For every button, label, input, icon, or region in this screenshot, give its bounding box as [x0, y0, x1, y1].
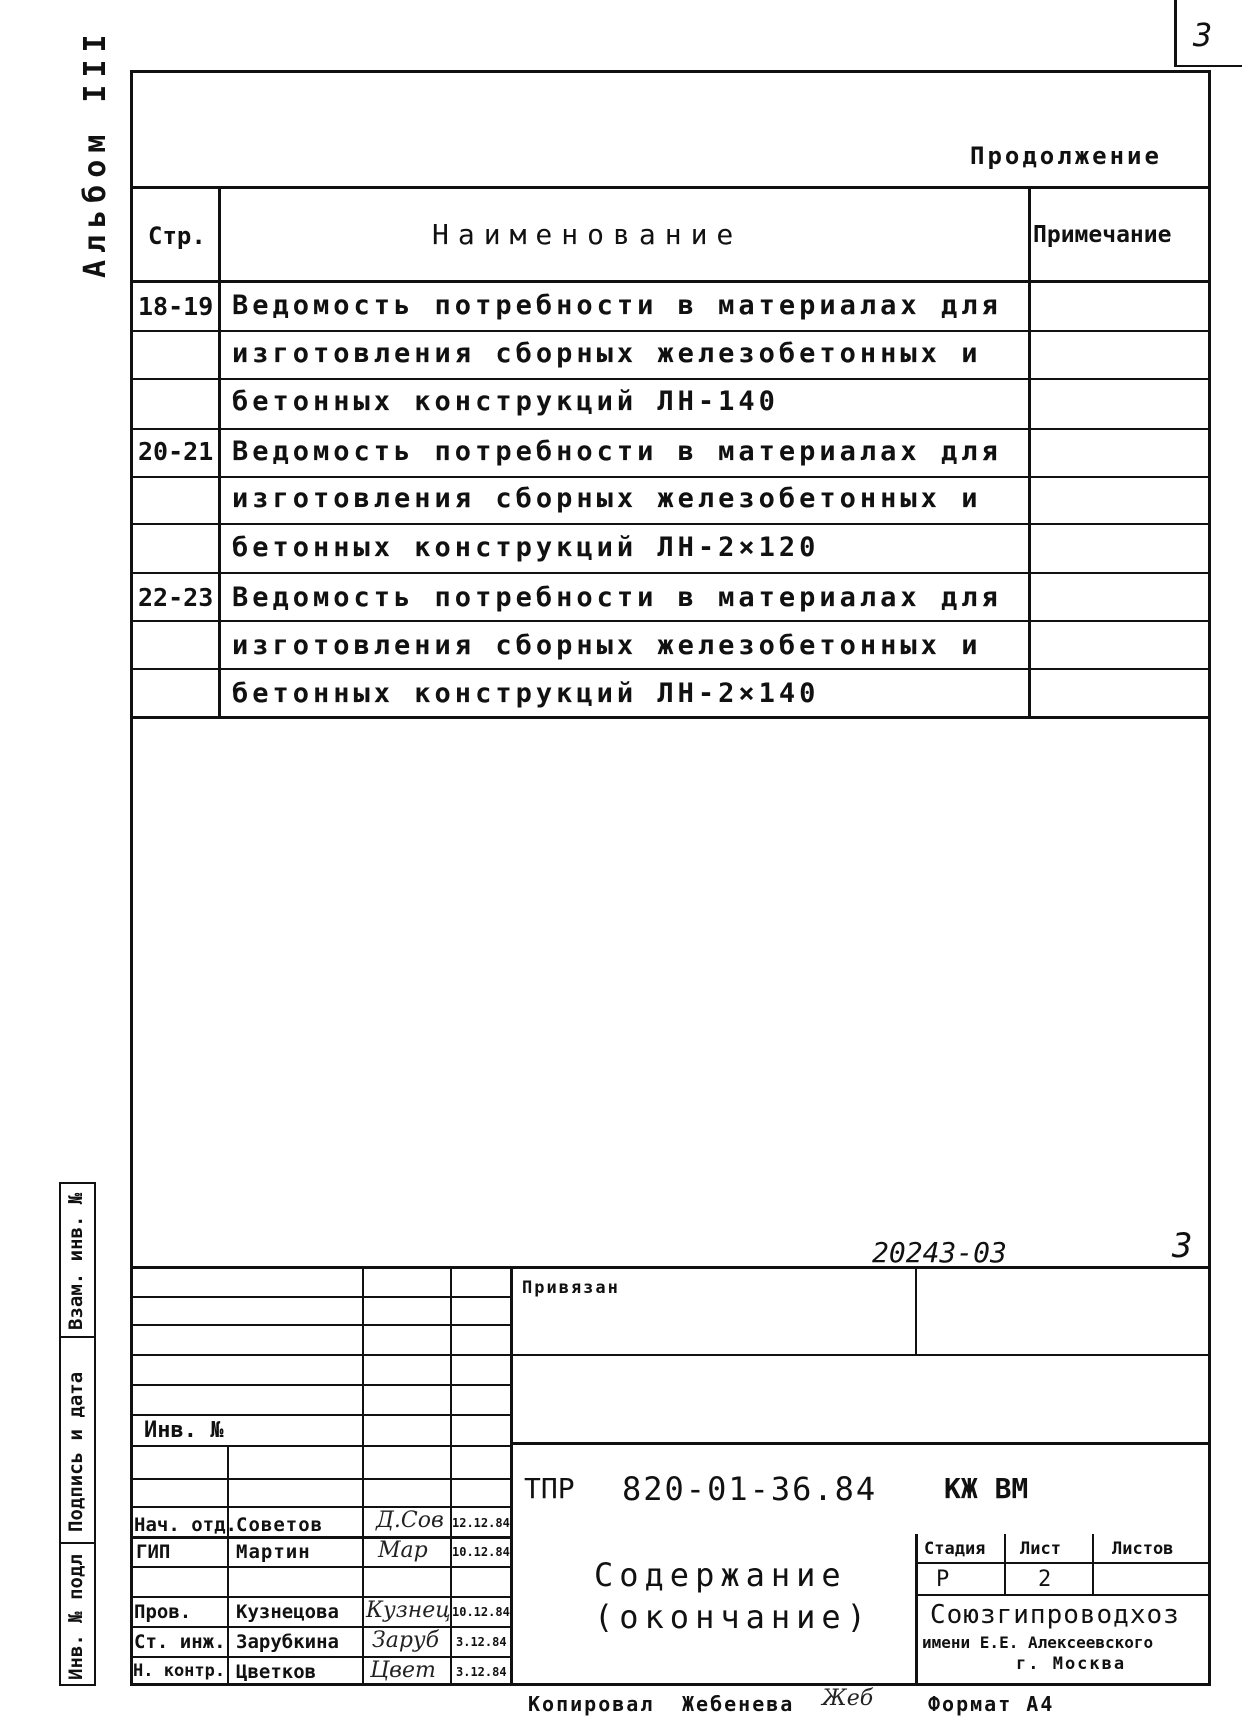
staff-date: 10.12.84 — [452, 1605, 510, 1619]
row-1-page: 18-19 — [138, 292, 214, 321]
side-vzam-inv: Взам. инв. № — [65, 1192, 87, 1330]
side-podpis-data: Подпись и дата — [65, 1371, 87, 1532]
staff-date: 12.12.84 — [452, 1516, 510, 1530]
staff-signature: Кузнец — [366, 1598, 451, 1623]
row-2-line-3: бетонных конструкций ЛН-2×120 — [232, 532, 820, 563]
sheets-label: Листов — [1112, 1539, 1174, 1559]
staff-name: Цветков — [236, 1661, 317, 1683]
copied-name: Жебенева — [682, 1692, 795, 1716]
staff-date: 3.12.84 — [456, 1635, 507, 1649]
copied-label: Копировал — [528, 1692, 655, 1716]
staff-role: Н. контр. — [133, 1661, 226, 1681]
doc-number: 20243-03 — [872, 1236, 1007, 1269]
org-line-3: г. Москва — [1016, 1654, 1127, 1674]
row-3-line-1: Ведомость потребности в материалах для — [232, 582, 1002, 613]
row-1-line-1: Ведомость потребности в материалах для — [232, 290, 1002, 321]
header-name: Наименование — [432, 218, 743, 251]
row-2-line-2: изготовления сборных железобетонных и — [232, 483, 982, 514]
staff-name: Кузнецова — [236, 1601, 339, 1623]
staff-name: Советов — [236, 1514, 324, 1536]
doc-title-line-2: (окончание) — [594, 1598, 872, 1636]
staff-signature: Д.Сов — [376, 1508, 444, 1533]
staff-name: Мартин — [236, 1541, 311, 1563]
staff-role: ГИП — [136, 1541, 171, 1563]
staff-signature: Заруб — [372, 1628, 440, 1653]
sheet-value: 2 — [1038, 1567, 1052, 1592]
staff-name: Зарубкина — [236, 1631, 339, 1653]
header-note: Примечание — [1033, 222, 1172, 248]
stage-label: Стадия — [924, 1539, 986, 1559]
staff-role: Нач. отд. — [134, 1514, 237, 1536]
format-label: Формат А4 — [928, 1692, 1055, 1716]
org-line-1: Союзгипроводхоз — [930, 1600, 1180, 1630]
staff-date: 10.12.84 — [452, 1545, 510, 1559]
doc-title-line-1: Содержание — [594, 1556, 847, 1594]
row-3-line-3: бетонных конструкций ЛН-2×140 — [232, 678, 820, 709]
album-label: Альбом III — [78, 27, 113, 278]
row-1-line-2: изготовления сборных железобетонных и — [232, 338, 982, 369]
staff-role: Ст. инж. — [134, 1631, 226, 1653]
copied-signature: Жеб — [822, 1686, 874, 1711]
corner-sheet-number: 3 — [1193, 16, 1213, 54]
header-page: Стр. — [148, 222, 206, 250]
row-2-page: 20-21 — [138, 437, 214, 466]
doc-code: 820-01-36.84 — [622, 1470, 878, 1508]
staff-signature: Мар — [378, 1538, 428, 1563]
row-2-line-1: Ведомость потребности в материалах для — [232, 436, 1002, 467]
side-inv-podl: Инв. № подл — [65, 1554, 87, 1680]
staff-date: 3.12.84 — [456, 1665, 507, 1679]
stage-value: Р — [936, 1567, 950, 1592]
code-prefix: ТПР — [524, 1472, 575, 1505]
sheet-label: Лист — [1020, 1539, 1061, 1559]
row-1-line-3: бетонных конструкций ЛН-140 — [232, 386, 779, 417]
row-3-page: 22-23 — [138, 583, 214, 612]
staff-role: Пров. — [134, 1601, 192, 1623]
continuation-label: Продолжение — [970, 142, 1162, 170]
doc-mark: КЖ ВМ — [944, 1472, 1029, 1505]
staff-signature: Цвет — [370, 1658, 436, 1683]
page-number: 3 — [1172, 1226, 1193, 1266]
org-line-2: имени Е.Е. Алексеевского — [922, 1633, 1154, 1652]
row-3-line-2: изготовления сборных железобетонных и — [232, 630, 982, 661]
privyazan-label: Привязан — [522, 1278, 620, 1298]
inv-no-label: Инв. № — [144, 1418, 224, 1443]
